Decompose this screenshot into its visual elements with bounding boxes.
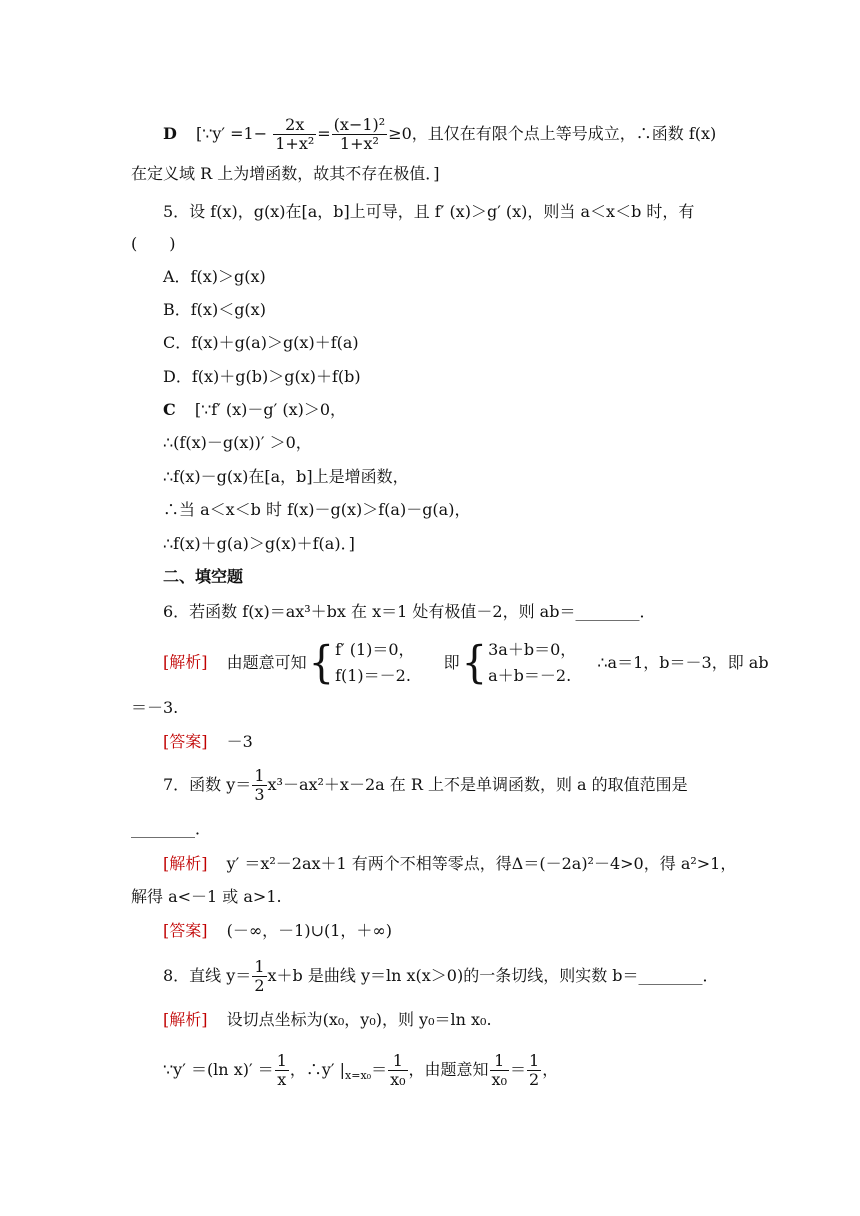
question-8 [163, 958, 719, 995]
analysis-tag: [解析] [163, 652, 208, 672]
row: f(1)＝－2. [335, 666, 411, 685]
answer-tag: [答案] [163, 732, 208, 751]
question-6: 6．若函数 f(x)＝ax³＋bx 在 x＝1 处有极值－2，则 ab＝________． [163, 602, 656, 621]
num: 1 [490, 1052, 509, 1071]
text: ≥0，且仅在有限个点上等号成立，∴函数 f(x) [388, 124, 717, 143]
question-7 [163, 767, 688, 804]
row: a＋b＝－2. [488, 666, 572, 685]
num: 2x [273, 116, 316, 135]
text: ∴a＝1，b＝－3，即 ab [597, 652, 769, 672]
answer-7 [163, 920, 392, 942]
text: x³－ax²＋x－2a 在 R 上不是单调函数，则 a 的取值范围是 [267, 775, 688, 794]
answer-tag: [答案] [163, 921, 208, 940]
fraction-2x [273, 116, 316, 153]
den: x₀ [491, 1070, 507, 1089]
text: = [317, 124, 331, 143]
text-line: 解得 a<－1 或 a>1. [131, 887, 282, 906]
analysis-8 [163, 1009, 492, 1031]
brace-icon: { [308, 637, 335, 689]
derivation-line [163, 1052, 558, 1089]
row: f′ (1)＝0， [335, 640, 415, 659]
num: 1 [529, 1051, 540, 1070]
num: 1 [276, 1051, 287, 1070]
fraction-one-half [527, 1052, 541, 1089]
answer-c-line [163, 399, 346, 421]
text: [∵f′ (x)－g′ (x)＞0， [194, 400, 347, 419]
text: ∵y′ ＝(ln x)′ ＝ [163, 1060, 274, 1079]
den: x [277, 1070, 287, 1089]
text-line: ∴当 a＜x＜b 时 f(x)－g(x)＞f(a)－g(a)， [163, 500, 471, 519]
fraction-1-over-x0 [490, 1052, 509, 1089]
answer-letter-c: C [163, 400, 176, 419]
den: 2 [529, 1070, 540, 1089]
fraction-one-third [252, 767, 266, 804]
text: 由题意可知 [226, 652, 307, 672]
num: 1 [388, 1052, 407, 1071]
den: 1+x² [275, 134, 315, 153]
section-heading: 二、填空题 [163, 567, 244, 586]
analysis-6 [163, 637, 769, 689]
answer-letter-d: D [163, 124, 177, 143]
den: x₀ [390, 1070, 406, 1089]
answer-6 [163, 731, 253, 753]
num: 1 [254, 957, 265, 976]
text: 7．函数 y＝ [163, 775, 252, 794]
text: ，∴y′ | [289, 1060, 346, 1079]
option-a: A．f(x)＞g(x) [163, 267, 266, 286]
fraction-one-half [252, 958, 266, 995]
option-c: C．f(x)＋g(a)＞g(x)＋f(a) [163, 333, 359, 352]
fraction-1-over-x0 [388, 1052, 407, 1089]
text-line: ∴f(x)＋g(a)＞g(x)＋f(a)．] [163, 534, 355, 553]
text-line: 在定义域 R 上为增函数，故其不存在极值．] [131, 164, 440, 183]
question-5-bracket: ( ) [131, 234, 176, 253]
text: 8．直线 y＝ [163, 966, 252, 985]
analysis-7 [163, 853, 736, 875]
subscript: x=x₀ [345, 1069, 372, 1082]
option-b: B．f(x)＜g(x) [163, 300, 266, 319]
text: x＋b 是曲线 y＝ln x(x＞0)的一条切线，则实数 b＝________． [267, 966, 719, 985]
equation-system-1 [335, 637, 415, 689]
text-line: ＝－3. [131, 698, 179, 717]
brace-icon: { [461, 637, 488, 689]
question-5: 5．设 f(x)，g(x)在[a，b]上可导，且 f′ (x)＞g′ (x)，则当 a＜x＜b 时，有 [163, 202, 695, 221]
den: 2 [254, 976, 265, 995]
text: (－∞，－1)∪(1，＋∞) [226, 921, 392, 940]
fraction-1-over-x [275, 1052, 289, 1089]
analysis-tag: [解析] [163, 854, 208, 873]
den: 3 [254, 785, 265, 804]
analysis-tag: [解析] [163, 1010, 208, 1029]
fraction-square [332, 116, 388, 153]
text: 即 [443, 652, 460, 672]
text: y′ ＝x²－2ax＋1 有两个不相等零点，得Δ＝(－2a)²－4>0，得 a²>1， [226, 854, 737, 873]
answer-d-line [163, 116, 716, 153]
text: ＝ [371, 1060, 388, 1079]
num: 1 [254, 766, 265, 785]
equation-system-2 [488, 637, 576, 689]
text: －3 [226, 732, 253, 751]
text: [∵y′ =1− [195, 124, 268, 143]
text: ， [542, 1060, 559, 1079]
num: (x−1)² [333, 115, 386, 134]
text-line: ∴(f(x)－g(x))′ ＞0， [163, 433, 312, 452]
text: 设切点坐标为(x₀，y₀)，则 y₀＝ln x₀. [226, 1010, 492, 1029]
option-d: D．f(x)＋g(b)＞g(x)＋f(b) [163, 367, 361, 386]
text-line: ________． [131, 819, 212, 838]
den: 1+x² [339, 134, 379, 153]
text-line: ∴f(x)－g(x)在[a，b]上是增函数， [163, 467, 409, 486]
text: ＝ [509, 1060, 526, 1079]
row: 3a＋b＝0， [488, 640, 577, 659]
text: ，由题意知 [408, 1060, 489, 1079]
